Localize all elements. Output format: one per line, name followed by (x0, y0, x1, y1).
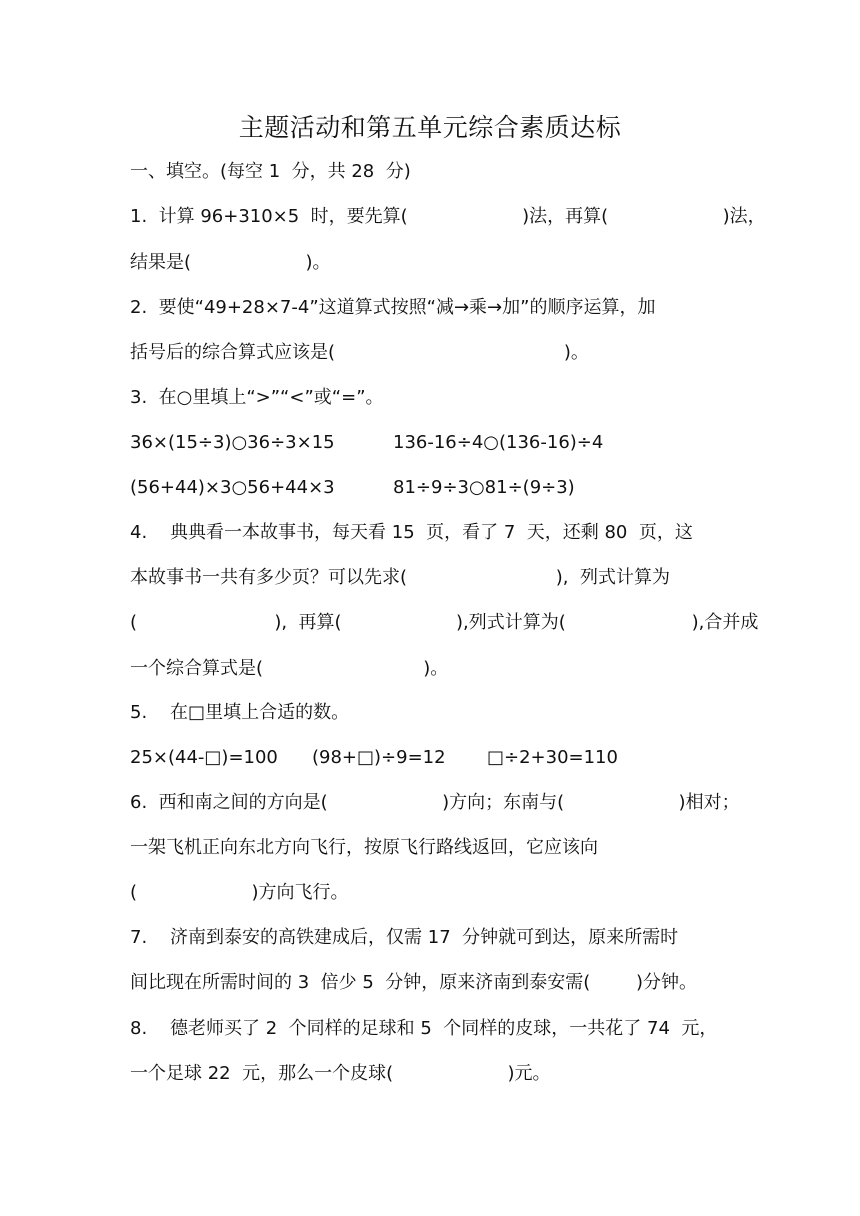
question-7-line-1: 7. 济南到泰安的高铁建成后，仅需 17 分钟就可到达，原来所需时 (130, 927, 679, 948)
question-5-line-1: 5. 在□里填上合适的数。 (130, 702, 350, 723)
question-8-line-1: 8. 德老师买了 2 个同样的足球和 5 个同样的皮球，一共花了 74 元， (130, 1018, 718, 1039)
question-4-line-1: 4. 典典看一本故事书，每天看 15 页，看了 7 天，还剩 80 页，这 (130, 522, 693, 543)
question-1-line-2: 结果是( )。 (130, 252, 331, 273)
fill-item-c: □÷2+30=110 (487, 747, 618, 768)
page-title: 主题活动和第五单元综合素质达标 (238, 113, 622, 142)
question-3-line-1: 3. 在○里填上“>”“<”或“=”。 (130, 387, 384, 408)
question-3-row-2 (130, 473, 730, 503)
question-4-line-2: 本故事书一共有多少页？可以先求( ), 列式计算为 (130, 567, 670, 588)
compare-item-d: 81÷9÷3○81÷(9÷3) (393, 477, 575, 498)
question-4-line-4: 一个综合算式是( )。 (130, 658, 449, 679)
question-4-line-3: ( ), 再算( ),列式计算为( ),合并成 (130, 612, 759, 633)
question-8-line-2: 一个足球 22 元，那么一个皮球( )元。 (130, 1063, 551, 1084)
question-6-line-1: 6. 西和南之间的方向是( )方向；东南与( )相对； (130, 792, 740, 813)
question-5-row (130, 743, 730, 773)
question-2-line-1: 2. 要使“49+28×7-4”这道算式按照“减→乘→加”的顺序运算，加 (130, 297, 656, 318)
question-2-line-2: 括号后的综合算式应该是( )。 (130, 342, 589, 363)
compare-item-c: (56+44)×3○56+44×3 (130, 477, 335, 498)
question-1-line-1: 1. 计算 96+310×5 时，要先算( )法，再算( )法， (130, 206, 766, 227)
question-7-line-2: 间比现在所需时间的 3 倍少 5 分钟，原来济南到泰安需( )分钟。 (130, 972, 698, 993)
fill-item-b: (98+□)÷9=12 (312, 747, 446, 768)
question-6-line-2: 一架飞机正向东北方向飞行，按原飞行路线返回，它应该向 (130, 837, 598, 858)
fill-item-a: 25×(44-□)=100 (130, 747, 278, 768)
compare-item-b: 136-16÷4○(136-16)÷4 (393, 432, 604, 453)
compare-item-a: 36×(15÷3)○36÷3×15 (130, 432, 335, 453)
section-heading: 一、填空。(每空 1 分，共 28 分) (130, 161, 411, 182)
question-6-line-3: ( )方向飞行。 (130, 882, 349, 903)
question-3-row-1 (130, 428, 730, 458)
